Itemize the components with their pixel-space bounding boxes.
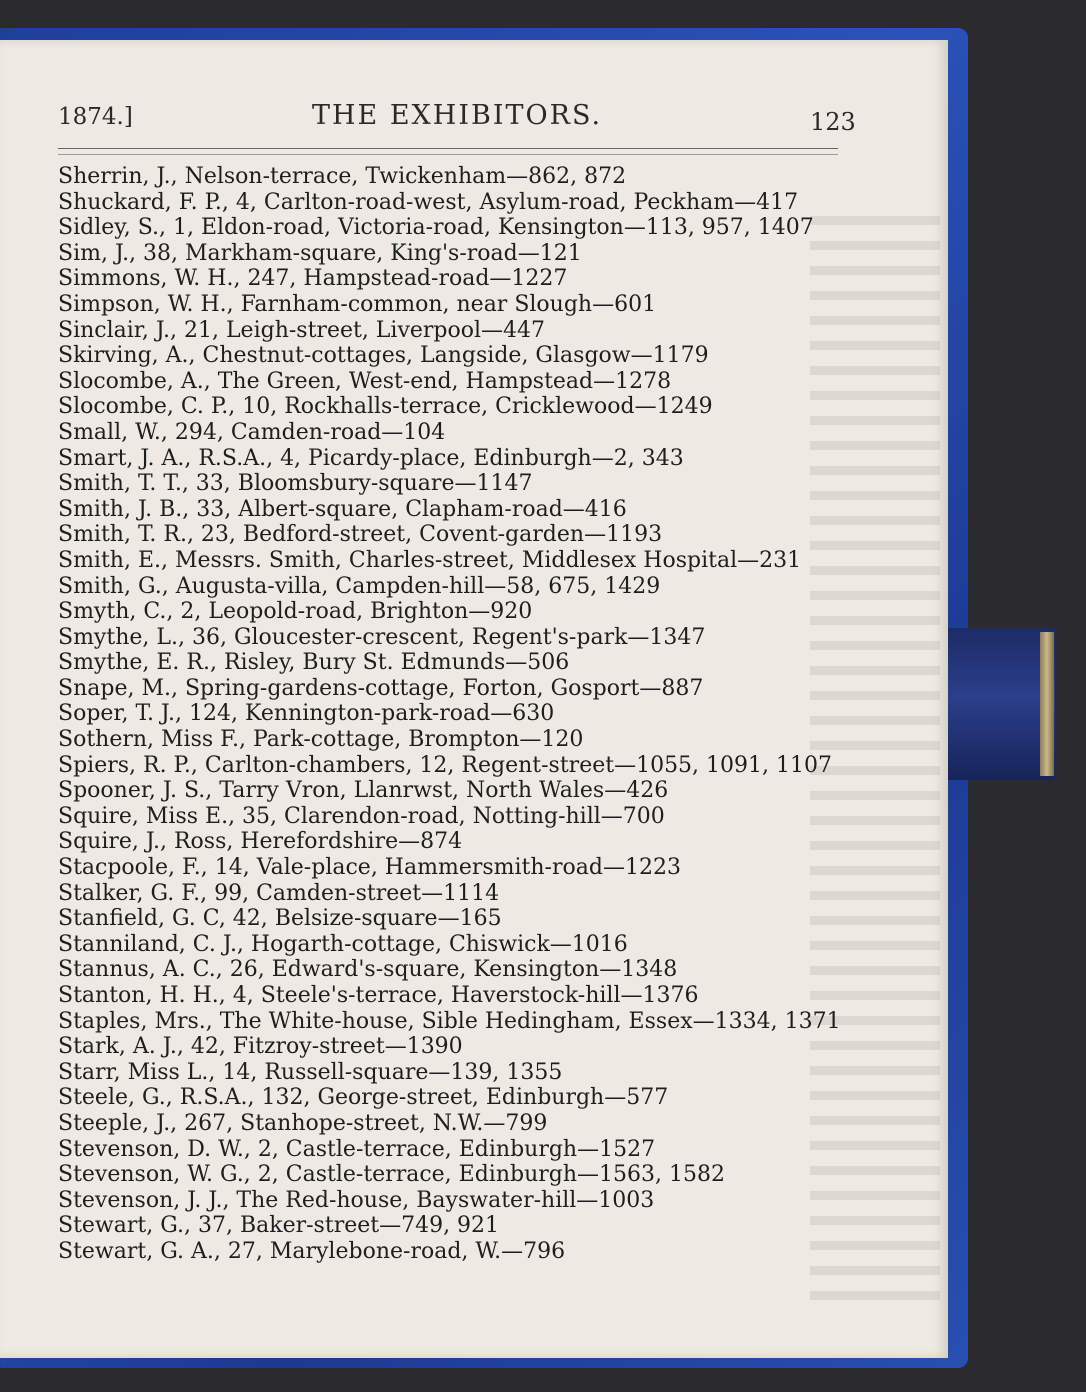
exhibitor-entry: Sinclair, J., 21, Leigh-street, Liverpool—447 xyxy=(58,317,546,343)
exhibitor-entry: Starr, Miss L., 14, Russell-square—139, 1355 xyxy=(58,1059,563,1085)
exhibitor-entry: Small, W., 294, Camden-road—104 xyxy=(58,419,446,445)
exhibitor-entry: Staples, Mrs., The White-house, Sible Hedingham, Essex—1334, 1371 xyxy=(58,1008,841,1034)
exhibitor-entry: Smart, J. A., R.S.A., 4, Picardy-place, Edinburgh—2, 343 xyxy=(58,445,684,471)
exhibitor-entry: Stannus, A. C., 26, Edward's-square, Kensington—1348 xyxy=(58,957,678,983)
clasp-edge xyxy=(1040,632,1054,776)
exhibitor-entry: Stark, A. J., 42, Fitzroy-street—1390 xyxy=(58,1034,463,1060)
book-clasp xyxy=(930,628,1055,780)
exhibitor-entry: Smythe, L., 36, Gloucester-crescent, Regent's-park—1347 xyxy=(58,624,706,650)
header-title: THE EXHIBITORS. xyxy=(312,100,603,131)
exhibitor-entry: Smith, G., Augusta-villa, Campden-hill—58, 675, 1429 xyxy=(58,573,661,599)
exhibitor-entry: Slocombe, C. P., 10, Rockhalls-terrace, Cricklewood—1249 xyxy=(58,394,713,420)
exhibitor-entry: Stacpoole, F., 14, Vale-place, Hammersmith-road—1223 xyxy=(58,855,681,881)
exhibitor-entry: Smith, J. B., 33, Albert-square, Clapham-road—416 xyxy=(58,496,627,522)
header-rule-secondary xyxy=(58,154,838,155)
exhibitor-entry: Stanniland, C. J., Hogarth-cottage, Chiswick—1016 xyxy=(58,931,628,957)
exhibitor-entry: Smythe, E. R., Risley, Bury St. Edmunds—506 xyxy=(58,650,570,676)
exhibitor-entry: Squire, J., Ross, Herefordshire—874 xyxy=(58,829,463,855)
header-year: 1874.] xyxy=(58,104,133,130)
exhibitor-entry: Sidley, S., 1, Eldon-road, Victoria-road, Kensington—113, 957, 1407 xyxy=(58,215,814,241)
exhibitor-entry: Stanton, H. H., 4, Steele's-terrace, Haverstock-hill—1376 xyxy=(58,983,699,1008)
exhibitor-entry: Smith, T. T., 33, Bloomsbury-square—1147 xyxy=(58,471,533,497)
exhibitor-entry: Stalker, G. F., 99, Camden-street—1114 xyxy=(58,880,500,906)
exhibitor-entry: Shuckard, F. P., 4, Carlton-road-west, Asylum-road, Peckham—417 xyxy=(58,189,799,215)
header-rule xyxy=(58,148,838,149)
exhibitor-list xyxy=(58,164,858,1265)
exhibitor-entry: Stewart, G. A., 27, Marylebone-road, W.—796 xyxy=(58,1238,566,1264)
exhibitor-entry: Stewart, G., 37, Baker-street—749, 921 xyxy=(58,1213,500,1239)
exhibitor-entry: Stevenson, D. W., 2, Castle-terrace, Edinburgh—1527 xyxy=(58,1136,656,1162)
running-header xyxy=(58,100,856,140)
exhibitor-entry: Skirving, A., Chestnut-cottages, Langside, Glasgow—1179 xyxy=(58,343,709,369)
exhibitor-entry: Smith, T. R., 23, Bedford-street, Covent-garden—1193 xyxy=(58,522,663,548)
exhibitor-entry: Sherrin, J., Nelson-terrace, Twickenham—862, 872 xyxy=(58,164,627,189)
exhibitor-entry: Spiers, R. P., Carlton-chambers, 12, Regent-street—1055, 1091, 1107 xyxy=(58,752,833,778)
exhibitor-entry: Spooner, J. S., Tarry Vron, Llanrwst, North Wales—426 xyxy=(58,778,669,804)
exhibitor-entry: Smith, E., Messrs. Smith, Charles-street, Middlesex Hospital—231 xyxy=(58,547,802,573)
exhibitor-entry: Stanfield, G. C, 42, Belsize-square—165 xyxy=(58,906,502,932)
exhibitor-entry: Stevenson, J. J., The Red-house, Bayswater-hill—1003 xyxy=(58,1187,655,1213)
exhibitor-entry: Steele, G., R.S.A., 132, George-street, Edinburgh—577 xyxy=(58,1085,669,1111)
page-number: 123 xyxy=(810,108,856,136)
exhibitor-entry: Sim, J., 38, Markham-square, King's-road—121 xyxy=(58,240,582,266)
exhibitor-entry: Smyth, C., 2, Leopold-road, Brighton—920 xyxy=(58,599,533,625)
exhibitor-entry: Sothern, Miss F., Park-cottage, Brompton—120 xyxy=(58,727,584,753)
exhibitor-entry: Steeple, J., 267, Stanhope-street, N.W.—799 xyxy=(58,1110,548,1136)
exhibitor-entry: Squire, Miss E., 35, Clarendon-road, Notting-hill—700 xyxy=(58,803,665,829)
exhibitor-entry: Simpson, W. H., Farnham-common, near Slough—601 xyxy=(58,291,657,317)
exhibitor-entry: Simmons, W. H., 247, Hampstead-road—1227 xyxy=(58,266,568,292)
exhibitor-entry: Soper, T. J., 124, Kennington-park-road—630 xyxy=(58,701,555,727)
exhibitor-entry: Snape, M., Spring-gardens-cottage, Forton, Gosport—887 xyxy=(58,675,704,701)
exhibitor-entry: Slocombe, A., The Green, West-end, Hampstead—1278 xyxy=(58,368,672,394)
exhibitor-entry: Stevenson, W. G., 2, Castle-terrace, Edinburgh—1563, 1582 xyxy=(58,1162,725,1188)
